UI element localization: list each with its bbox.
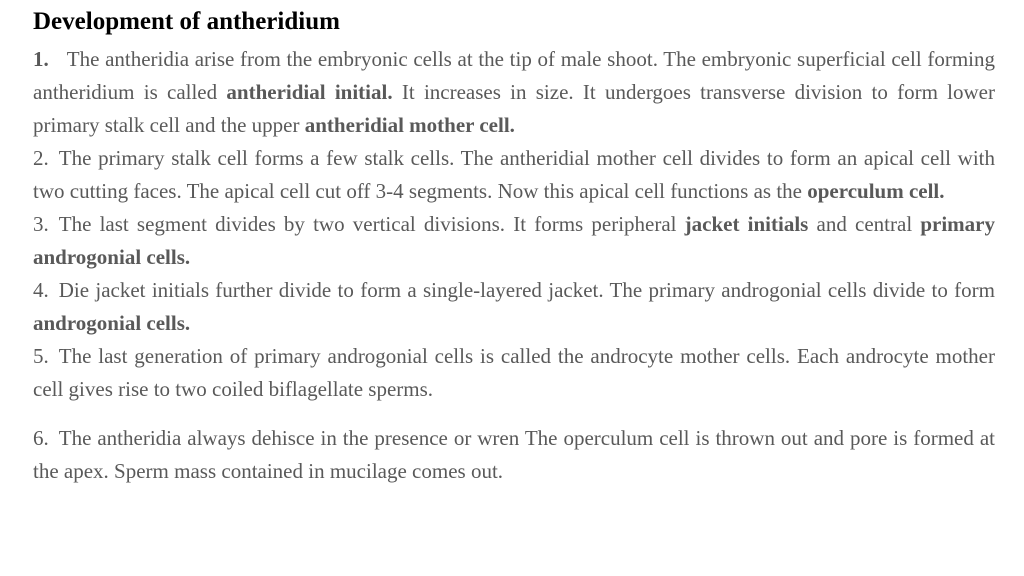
paragraph-number: 5. bbox=[33, 344, 49, 368]
paragraph-text: Die jacket initials further divide to form a single-layered jacket. The primary androgonial cells divide to form bbox=[58, 278, 995, 302]
paragraph-text: The antheridia always dehisce in the presence or wren The operculum cell is thrown out and pore is formed at the apex. Sperm mass contained in mucilage comes out. bbox=[33, 426, 995, 483]
slide-body bbox=[33, 43, 995, 488]
paragraph-number: 2. bbox=[33, 146, 49, 170]
paragraph-2 bbox=[33, 142, 995, 208]
paragraph-3 bbox=[33, 208, 995, 274]
paragraph-6 bbox=[33, 422, 995, 488]
paragraph-1 bbox=[33, 43, 995, 142]
paragraph-5 bbox=[33, 340, 995, 406]
paragraph-number: 3. bbox=[33, 212, 49, 236]
paragraph-text: The primary stalk cell forms a few stalk cells. The antheridial mother cell divides to form an apical cell with two cutting faces. The apical cell cut off 3-4 segments. Now this apical cell functions as the bbox=[33, 146, 995, 203]
paragraph-text: It increases in size. It undergoes transverse division to form lower primary stalk cell and the upper bbox=[33, 80, 995, 137]
slide-title: Development of antheridium bbox=[33, 8, 340, 35]
bold-term: antheridial mother cell. bbox=[304, 113, 515, 137]
bold-term: operculum cell. bbox=[807, 179, 945, 203]
bold-term: jacket initials bbox=[684, 212, 809, 236]
paragraph-text: The last segment divides by two vertical divisions. It forms peripheral bbox=[58, 212, 685, 236]
bold-term: primary androgonial cells. bbox=[33, 212, 995, 269]
paragraph-text: The antheridia arise from the embryonic cells at the tip of male shoot. The embryonic superficial cell forming antheridium is called bbox=[33, 47, 995, 104]
paragraph-number: 4. bbox=[33, 278, 49, 302]
paragraph-number: 6. bbox=[33, 426, 49, 450]
paragraph-text: and central bbox=[808, 212, 921, 236]
paragraph-number: 1. bbox=[33, 47, 49, 71]
paragraph-4 bbox=[33, 274, 995, 340]
bold-term: antheridial initial. bbox=[226, 80, 393, 104]
bold-term: androgonial cells. bbox=[33, 311, 191, 335]
paragraph-text: The last generation of primary androgonial cells is called the androcyte mother cells. Each androcyte mother cell gives rise to two coiled biflagellate sperms. bbox=[33, 344, 995, 401]
